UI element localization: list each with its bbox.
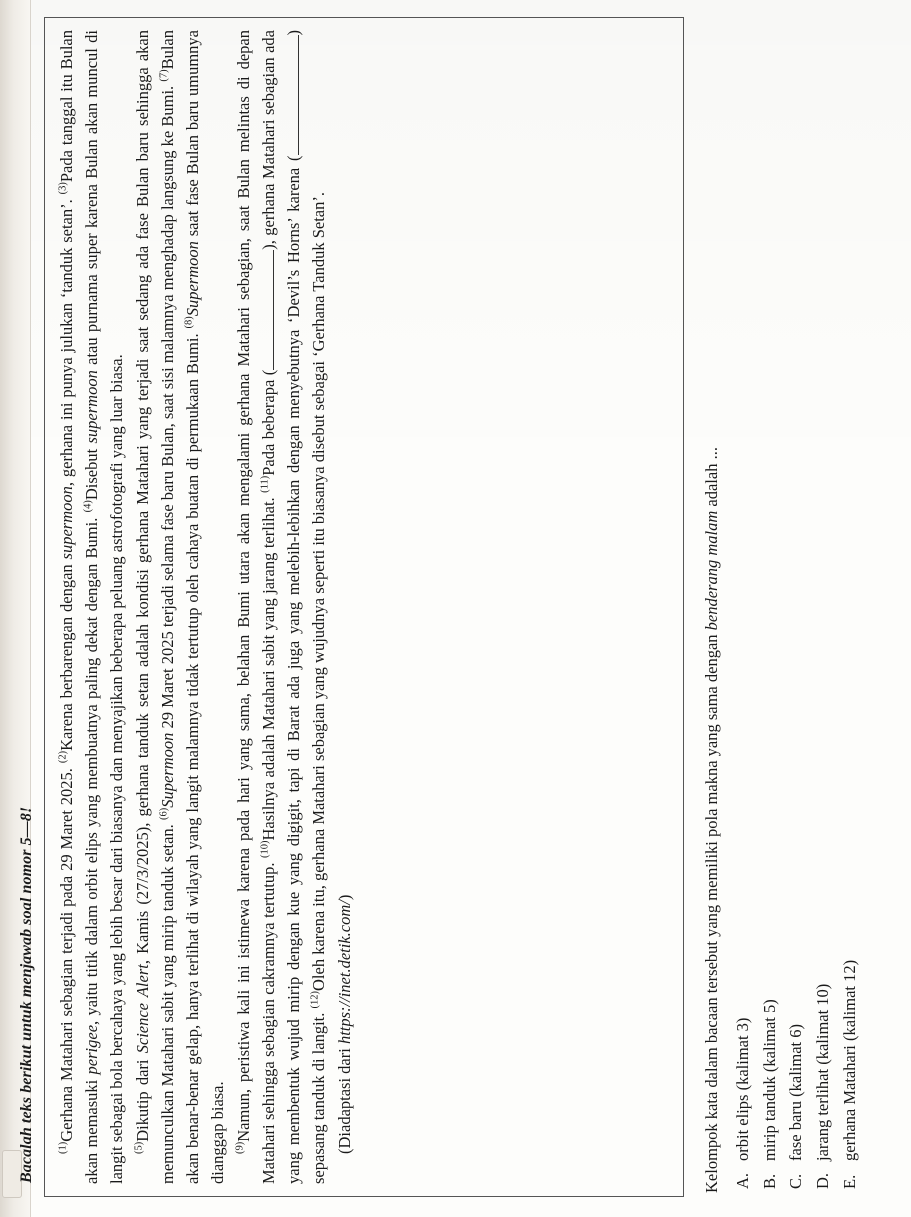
passage-source: (Diadaptasi dari https://inet.detik.com/) — [335, 894, 355, 1154]
document-content — [18, 17, 894, 1197]
term-supermoon: supermoon — [57, 486, 76, 560]
term-supermoon-2: supermoon — [81, 370, 101, 444]
option-label: mirip tanduk (kalimat 5) — [759, 999, 779, 1161]
fill-blank-2 — [284, 36, 299, 156]
option-b[interactable] — [757, 17, 784, 1189]
option-d[interactable] — [810, 17, 837, 1189]
option-a[interactable] — [730, 17, 757, 1189]
option-letter: B. — [759, 1173, 779, 1189]
sentence-number: (7) — [158, 69, 170, 82]
sentence-number: (2) — [57, 750, 69, 764]
term-supermoon-3: Supermoon — [158, 732, 177, 808]
term-supermoon-4: Supermoon — [182, 241, 202, 317]
option-letter: A. — [732, 1172, 752, 1189]
sentence-number: (1) — [57, 1141, 69, 1154]
option-letter: C. — [786, 1173, 806, 1189]
option-label: fase baru (kalimat 6) — [786, 1024, 806, 1161]
paragraph-3: $^{(9)}$Namun, peristiwa kali ini istimewa karena pada hari yang sama, belahan Bumi utara akan mengalami gerhana Matahari sebagian, saat Bulan melintas di depan Matahari sehingga sebagian cakramnya tertutup. $^{(10)}$Hasilnya adalah Matahari sabit yang jarang terlihat. $^{(11)}$Pada beberapa (), gerhana Matahari sebagian ada yang membentuk wujud mirip dengan kue yang digigit, tapi di Barat ada juga yang melebih-lebihkan dengan menyebutnya ‘Devil’s Horns’ karena () sepasang tanduk di langit. $^{(12)}$Oleh karena itu, gerhana Matahari sebagian yang wujudnya seperti itu biasanya disebut sebagai ‘Gerhana Tanduk Setan’. — [234, 29, 328, 1184]
paragraph-2: $^{(5)}$Dikutip dari Science Alert, Kamis (27/3/2025), gerhana tanduk setan adalah kondisi gerhana Matahari yang terjadi saat sedang ada fase Bulan baru sehingga akan memunculkan Matahari sabit yang mirip tanduk setan. $^{(6)}$Supermoon 29 Maret 2025 terjadi selama fase baru Bulan, saat sisi malamnya menghadap langsung ke Bumi. $^{(7)}$Bulan akan benar-benar gelap, hanya terlihat di wilayah yang langit malamnya tidak tertutup oleh cahaya buatan di permukaan Bumi. $^{(8)}$Supermoon saat fase Bulan baru umumnya dianggap biasa. — [133, 29, 227, 1184]
option-label: gerhana Matahari (kalimat 12) — [839, 959, 859, 1161]
sentence-number: (10) — [259, 840, 271, 859]
sentence-number: (8) — [183, 316, 195, 329]
option-label: jarang terlihat (kalimat 10) — [813, 983, 833, 1161]
source-url: https://inet.detik.com/ — [335, 900, 355, 1045]
sentence-number: (11) — [259, 475, 271, 493]
sentence-number: (12) — [309, 990, 320, 1009]
question-text: Kelompok kata dalam bacaan tersebut yang memiliki pola makna yang sama dengan benderang malam adalah ... — [702, 447, 721, 1193]
question-term: benderang malam — [702, 510, 721, 631]
passage-box — [44, 17, 684, 1197]
option-letter: D. — [813, 1172, 833, 1189]
option-e[interactable] — [837, 17, 864, 1189]
fill-blank-1 — [259, 250, 274, 370]
term-perigee: perigee — [81, 1024, 101, 1075]
sentence-number: (4) — [82, 500, 94, 513]
source-science-alert: Science Alert — [133, 964, 153, 1054]
answer-options — [730, 17, 864, 1189]
paragraph-1: $^{(1)}$Gerhana Matahari sebagian terjadi pada 29 Maret 2025. $^{(2)}$Karena berbarengan dengan supermoon, gerhana ini punya julukan ‘tanduk setan’. $^{(3)}$Pada tanggal itu Bulan akan memasuki perigee, yaitu titik dalam orbit elips yang membuatnya paling dekat dengan Bumi. $^{(4)}$Disebut supermoon atau purnama super karena Bulan akan muncul di langit sebagai bola bercahaya yang lebih besar dari biasanya dan menyajikan beberapa peluang astrofotografi yang luar biasa. — [57, 29, 126, 1184]
sentence-number: (9) — [234, 1141, 246, 1154]
option-letter: E. — [839, 1174, 859, 1189]
reading-instruction: Bacalah teks berikut untuk menjawab soal nomor 5—8! — [18, 806, 35, 1183]
option-label: orbit elips (kalimat 3) — [732, 1017, 752, 1161]
sentence-number: (5) — [133, 1141, 145, 1154]
option-c[interactable] — [783, 17, 810, 1189]
sentence-number: (3) — [57, 182, 69, 195]
sentence-number: (6) — [158, 807, 170, 821]
